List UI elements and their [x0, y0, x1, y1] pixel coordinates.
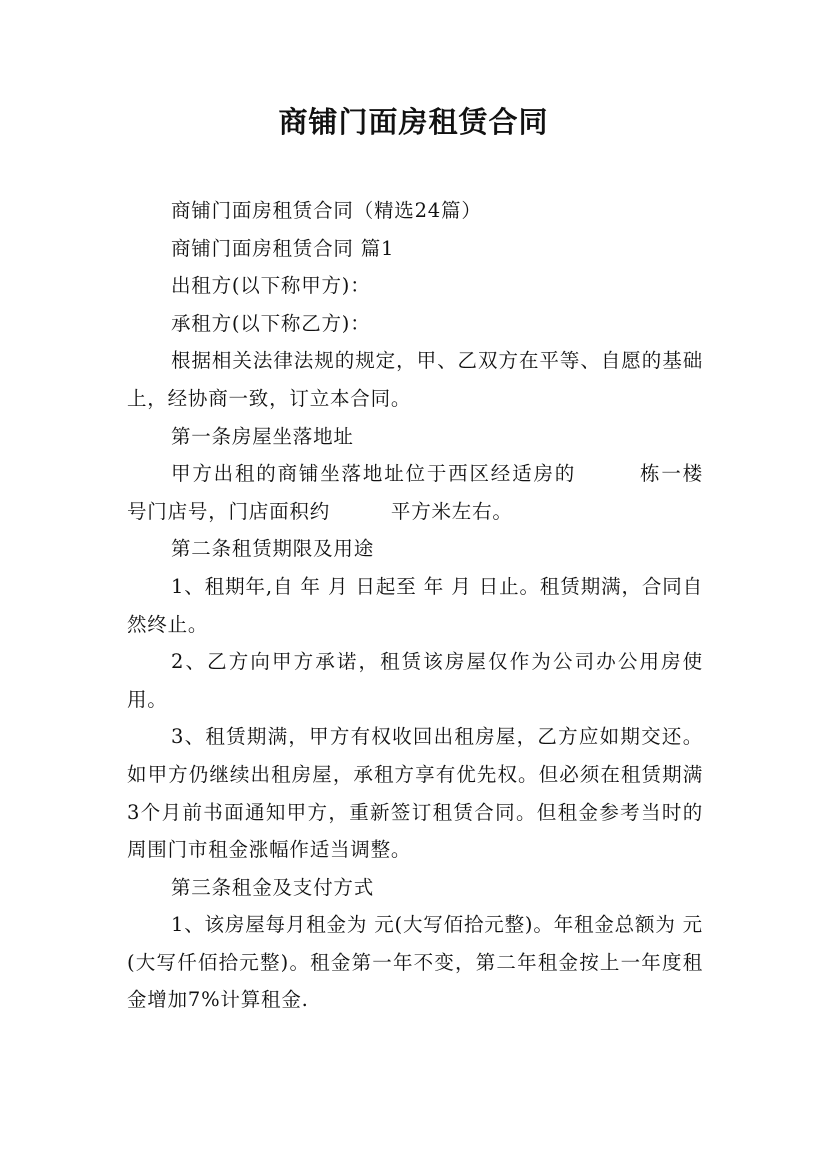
document-body [127, 192, 764, 1019]
paragraph-article-1-heading: 第一条房屋坐落地址 [171, 424, 354, 448]
paragraph-preamble: 根据相关法律法规的规定，甲、乙双方在平等、自愿的基础上，经协商一致，订立本合同。 [127, 349, 703, 410]
paragraph-article-2-item-2: 2、乙方向甲方承诺，租赁该房屋仅作为公司办公用房使用。 [127, 650, 703, 711]
paragraph-article-2-item-1: 1、租期年,自 年 月 日起至 年 月 日止。租赁期满，合同自然终止。 [127, 574, 703, 636]
paragraph-article-2-item-3: 3、租赁期满，甲方有权收回出租房屋，乙方应如期交还。如甲方仍继续出租房屋，承租方享有优先权。但必须在租赁期满3个月前书面通知甲方，重新签订租赁合同。但租金参考当时的周围门市租金涨幅作适当调整。 [127, 725, 703, 862]
paragraph-article-3-item-1: 1、该房屋每月租金为 元(大写佰拾元整)。年租金总额为 元(大写仟佰拾元整)。租金第一年不变，第二年租金按上一年度租金增加7%计算租金. [127, 913, 703, 1012]
paragraph-lessor: 出租方(以下称甲方)： [171, 274, 371, 298]
document-title: 商铺门面房租赁合同 [278, 105, 549, 139]
paragraph-section-heading: 商铺门面房租赁合同 篇1 [171, 236, 395, 260]
paragraph-lessee: 承租方(以下称乙方)： [171, 311, 371, 335]
paragraph-article-3-heading: 第三条租金及支付方式 [171, 875, 375, 899]
paragraph-article-2-heading: 第二条租赁期限及用途 [171, 537, 375, 561]
paragraph-article-1-body: 甲方出租的商铺坐落地址位于西区经适房的 栋一楼 号门店号，门店面积约 平方米左右。 [127, 462, 764, 523]
paragraph-subtitle: 商铺门面房租赁合同（精选24篇） [171, 199, 482, 222]
